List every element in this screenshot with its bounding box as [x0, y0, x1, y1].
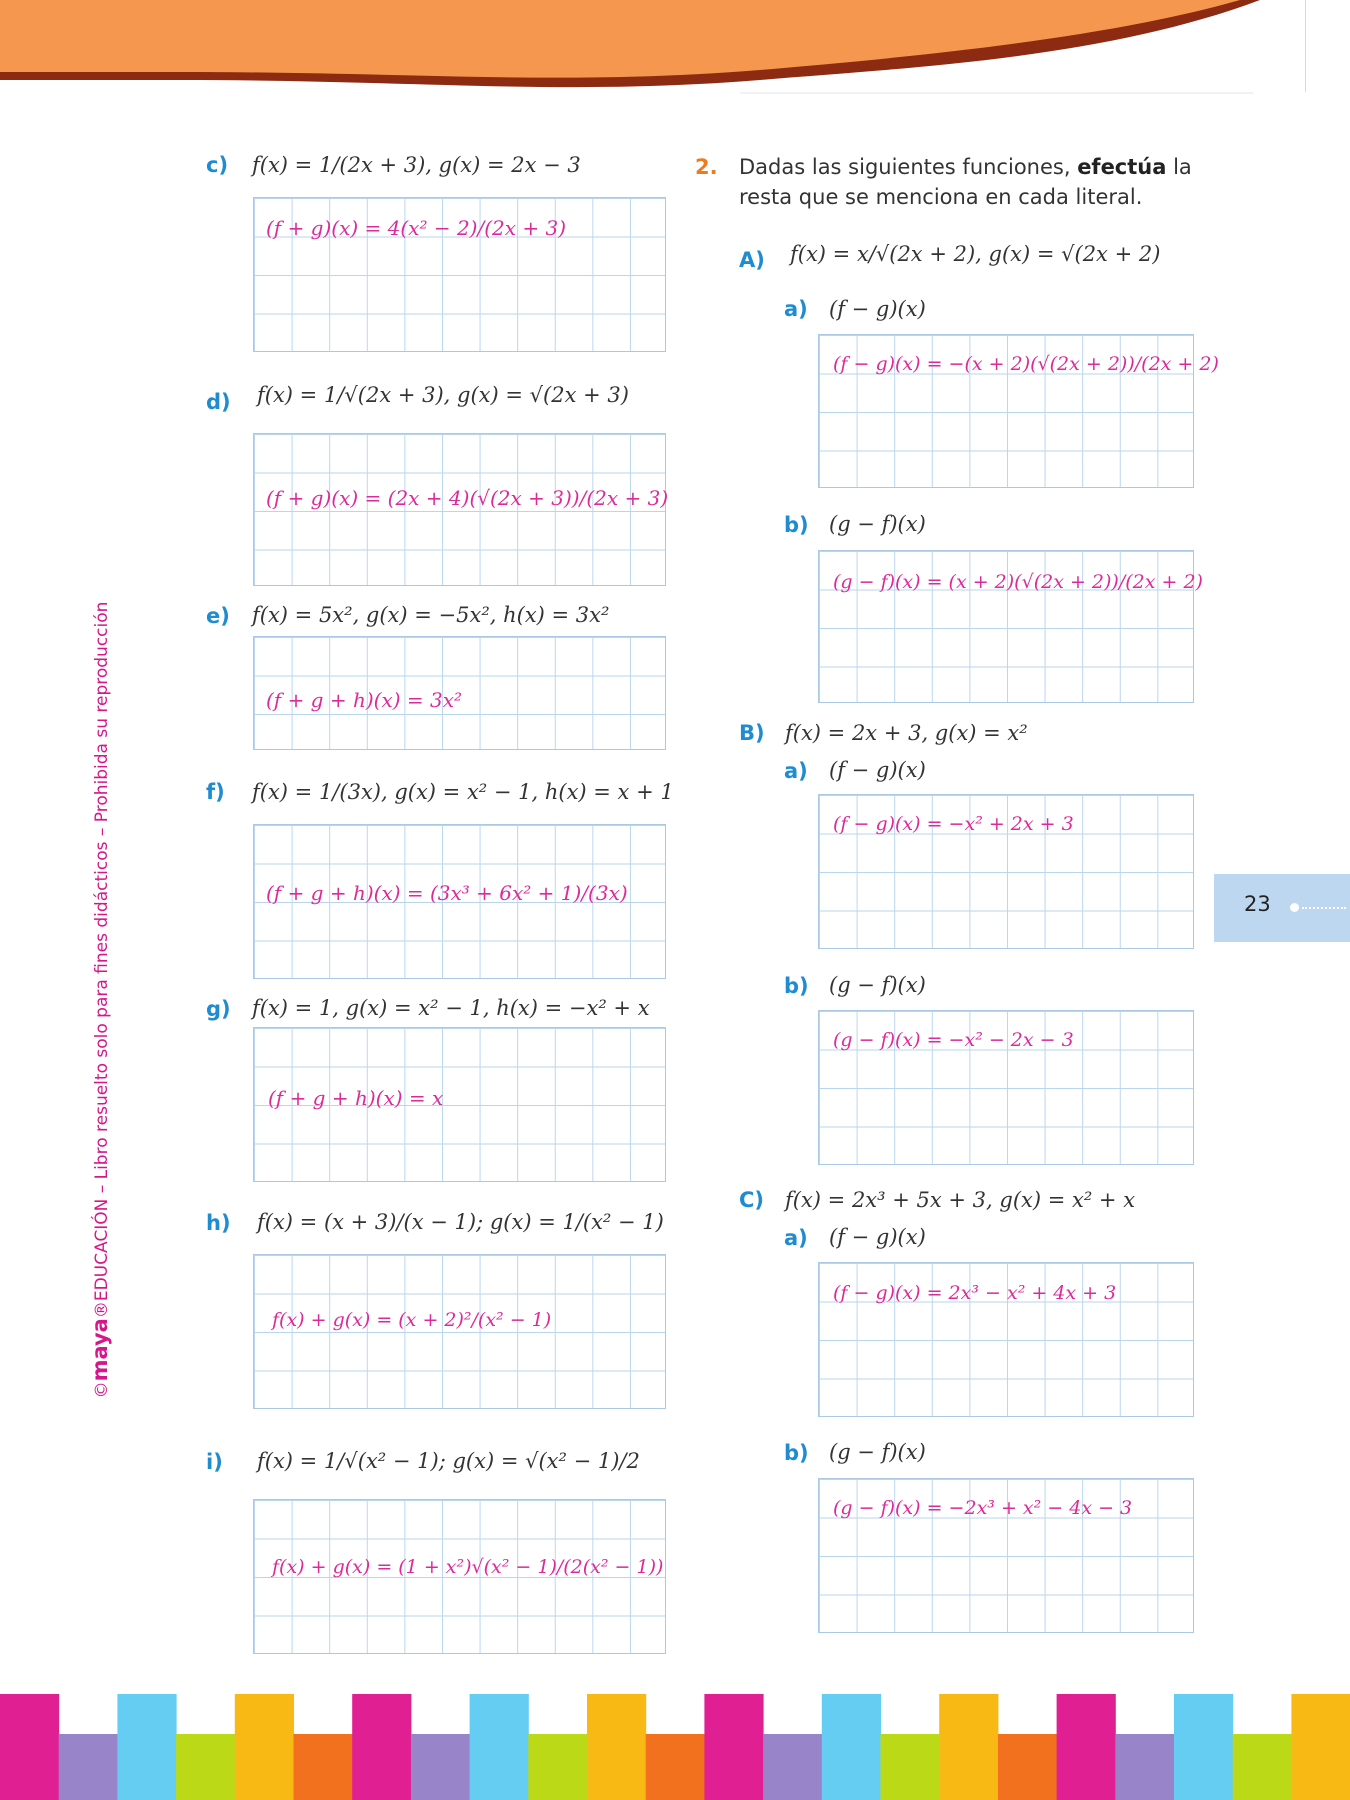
exercise-label: i) — [206, 1450, 223, 1474]
answer-grid — [253, 1254, 666, 1409]
item-operation: (f − g)(x) — [829, 1225, 926, 1249]
exercise-answer: (f + g + h)(x) = (3x³ + 6x² + 1)/(3x) — [266, 881, 628, 905]
section-problem: f(x) = 2x³ + 5x + 3, g(x) = x² + x — [785, 1188, 1136, 1212]
exercise-answer: f(x) + g(x) = (1 + x²)√(x² − 1)/(2(x² − 1)) — [272, 1556, 664, 1578]
item-label: a) — [784, 297, 808, 321]
exercise-problem: f(x) = 1/√(x² − 1); g(x) = √(x² − 1)/2 — [257, 1449, 640, 1473]
exercise-answer: (f + g)(x) = (2x + 4)(√(2x + 3))/(2x + 3) — [266, 486, 669, 510]
page-dotted-line — [1302, 907, 1346, 909]
footer-stripe — [294, 1734, 353, 1800]
exercise-answer: (f + g)(x) = 4(x² − 2)/(2x + 3) — [266, 216, 567, 240]
exercise-answer: (f + g + h)(x) = 3x² — [266, 688, 463, 712]
item-answer: (g − f)(x) = −x² − 2x − 3 — [833, 1029, 1074, 1051]
exercise-label: d) — [206, 390, 231, 414]
answer-grid — [818, 334, 1219, 488]
footer-stripe — [881, 1734, 940, 1800]
exercise-label: h) — [206, 1211, 231, 1235]
answer-grid — [253, 1499, 666, 1654]
section-label: B) — [739, 721, 765, 745]
answer-grid — [818, 550, 1203, 703]
copyright-sidebar — [88, 602, 112, 1399]
item-answer: (f − g)(x) = 2x³ − x² + 4x + 3 — [833, 1282, 1117, 1304]
footer-stripe — [763, 1734, 822, 1800]
exercise-instruction — [739, 152, 1209, 212]
item-answer: (f − g)(x) = −x² + 2x + 3 — [833, 813, 1074, 835]
footer-stripe — [939, 1694, 998, 1800]
exercise-label: e) — [206, 604, 230, 628]
answer-grid — [253, 1027, 666, 1182]
footer-stripe — [470, 1694, 529, 1800]
copyright-symbol: © — [92, 1381, 112, 1399]
exercise-problem: f(x) = 1/(2x + 3), g(x) = 2x − 3 — [252, 153, 581, 177]
footer-stripe — [822, 1694, 881, 1800]
footer-stripe — [587, 1694, 646, 1800]
item-operation: (g − f)(x) — [829, 512, 926, 536]
footer-stripe — [528, 1734, 587, 1800]
instruction-bold-verb: efectúa — [1077, 155, 1167, 179]
exercise-problem: f(x) = (x + 3)/(x − 1); g(x) = 1/(x² − 1) — [257, 1210, 664, 1234]
item-label: b) — [784, 513, 809, 537]
registered-symbol: ® — [92, 1301, 112, 1319]
exercise-label: g) — [206, 997, 231, 1021]
section-problem: f(x) = x/√(2x + 2), g(x) = √(2x + 2) — [790, 242, 1161, 266]
footer-stripe — [235, 1694, 294, 1800]
exercise-answer: f(x) + g(x) = (x + 2)²/(x² − 1) — [272, 1309, 552, 1331]
exercise-label: c) — [206, 153, 229, 177]
answer-grid — [818, 794, 1194, 949]
exercise-problem: f(x) = 1/√(2x + 3), g(x) = √(2x + 3) — [257, 383, 629, 407]
answer-grid — [253, 636, 666, 750]
exercise-answer: (f + g + h)(x) = x — [268, 1086, 444, 1110]
item-label: a) — [784, 1226, 808, 1250]
answer-grid — [818, 1010, 1194, 1165]
answer-grid — [253, 197, 666, 352]
footer-stripe — [59, 1734, 118, 1800]
footer-stripe — [1174, 1694, 1233, 1800]
footer-stripe — [646, 1734, 705, 1800]
footer-stripe — [1057, 1694, 1116, 1800]
footer-stripe — [1291, 1694, 1350, 1800]
item-operation: (f − g)(x) — [829, 297, 926, 321]
item-label: a) — [784, 759, 808, 783]
footer-stripe — [1233, 1734, 1292, 1800]
footer-stripe — [998, 1734, 1057, 1800]
instruction-text: la resta que se menciona en cada literal. — [739, 155, 1192, 209]
item-operation: (g − f)(x) — [829, 973, 926, 997]
section-label: C) — [739, 1188, 765, 1212]
answer-grid — [818, 1262, 1194, 1417]
answer-grid — [253, 433, 669, 586]
footer-stripe — [176, 1734, 235, 1800]
exercise-problem: f(x) = 5x², g(x) = −5x², h(x) = 3x² — [252, 603, 610, 627]
header-wave-banner — [0, 0, 1350, 110]
right-margin-line — [1305, 0, 1306, 92]
page-number: 23 — [1244, 892, 1271, 916]
item-answer: (g − f)(x) = (x + 2)(√(2x + 2))/(2x + 2) — [833, 571, 1203, 593]
item-answer: (f − g)(x) = −(x + 2)(√(2x + 2))/(2x + 2) — [833, 353, 1219, 375]
exercise-problem: f(x) = 1, g(x) = x² − 1, h(x) = −x² + x — [252, 996, 650, 1020]
item-answer: (g − f)(x) = −2x³ + x² − 4x − 3 — [833, 1497, 1133, 1519]
exercise-number: 2. — [695, 155, 718, 179]
footer-stripe — [411, 1734, 470, 1800]
sidebar-text: EDUCACIÓN – Libro resuelto solo para fines didácticos – Prohibida su reproducción — [92, 601, 112, 1302]
footer-stripe — [117, 1694, 176, 1800]
page-number-tab — [1214, 874, 1350, 942]
footer-stripe — [352, 1694, 411, 1800]
instruction-text: Dadas las siguientes funciones, — [739, 155, 1078, 179]
exercise-label: f) — [206, 780, 225, 804]
footer-stripe — [1115, 1734, 1174, 1800]
footer-stripe — [704, 1694, 763, 1800]
item-operation: (g − f)(x) — [829, 1440, 926, 1464]
answer-grid — [818, 1478, 1194, 1633]
answer-grid — [253, 824, 666, 979]
section-label: A) — [739, 248, 765, 272]
item-label: b) — [784, 1441, 809, 1465]
exercise-problem: f(x) = 1/(3x), g(x) = x² − 1, h(x) = x + 1 — [252, 780, 674, 804]
section-problem: f(x) = 2x + 3, g(x) = x² — [785, 721, 1028, 745]
footer-color-stripes — [0, 1694, 1350, 1800]
item-operation: (f − g)(x) — [829, 758, 926, 782]
page-dot — [1290, 903, 1299, 912]
item-label: b) — [784, 974, 809, 998]
footer-stripe — [0, 1694, 59, 1800]
brand-logo: maya — [88, 1318, 112, 1382]
